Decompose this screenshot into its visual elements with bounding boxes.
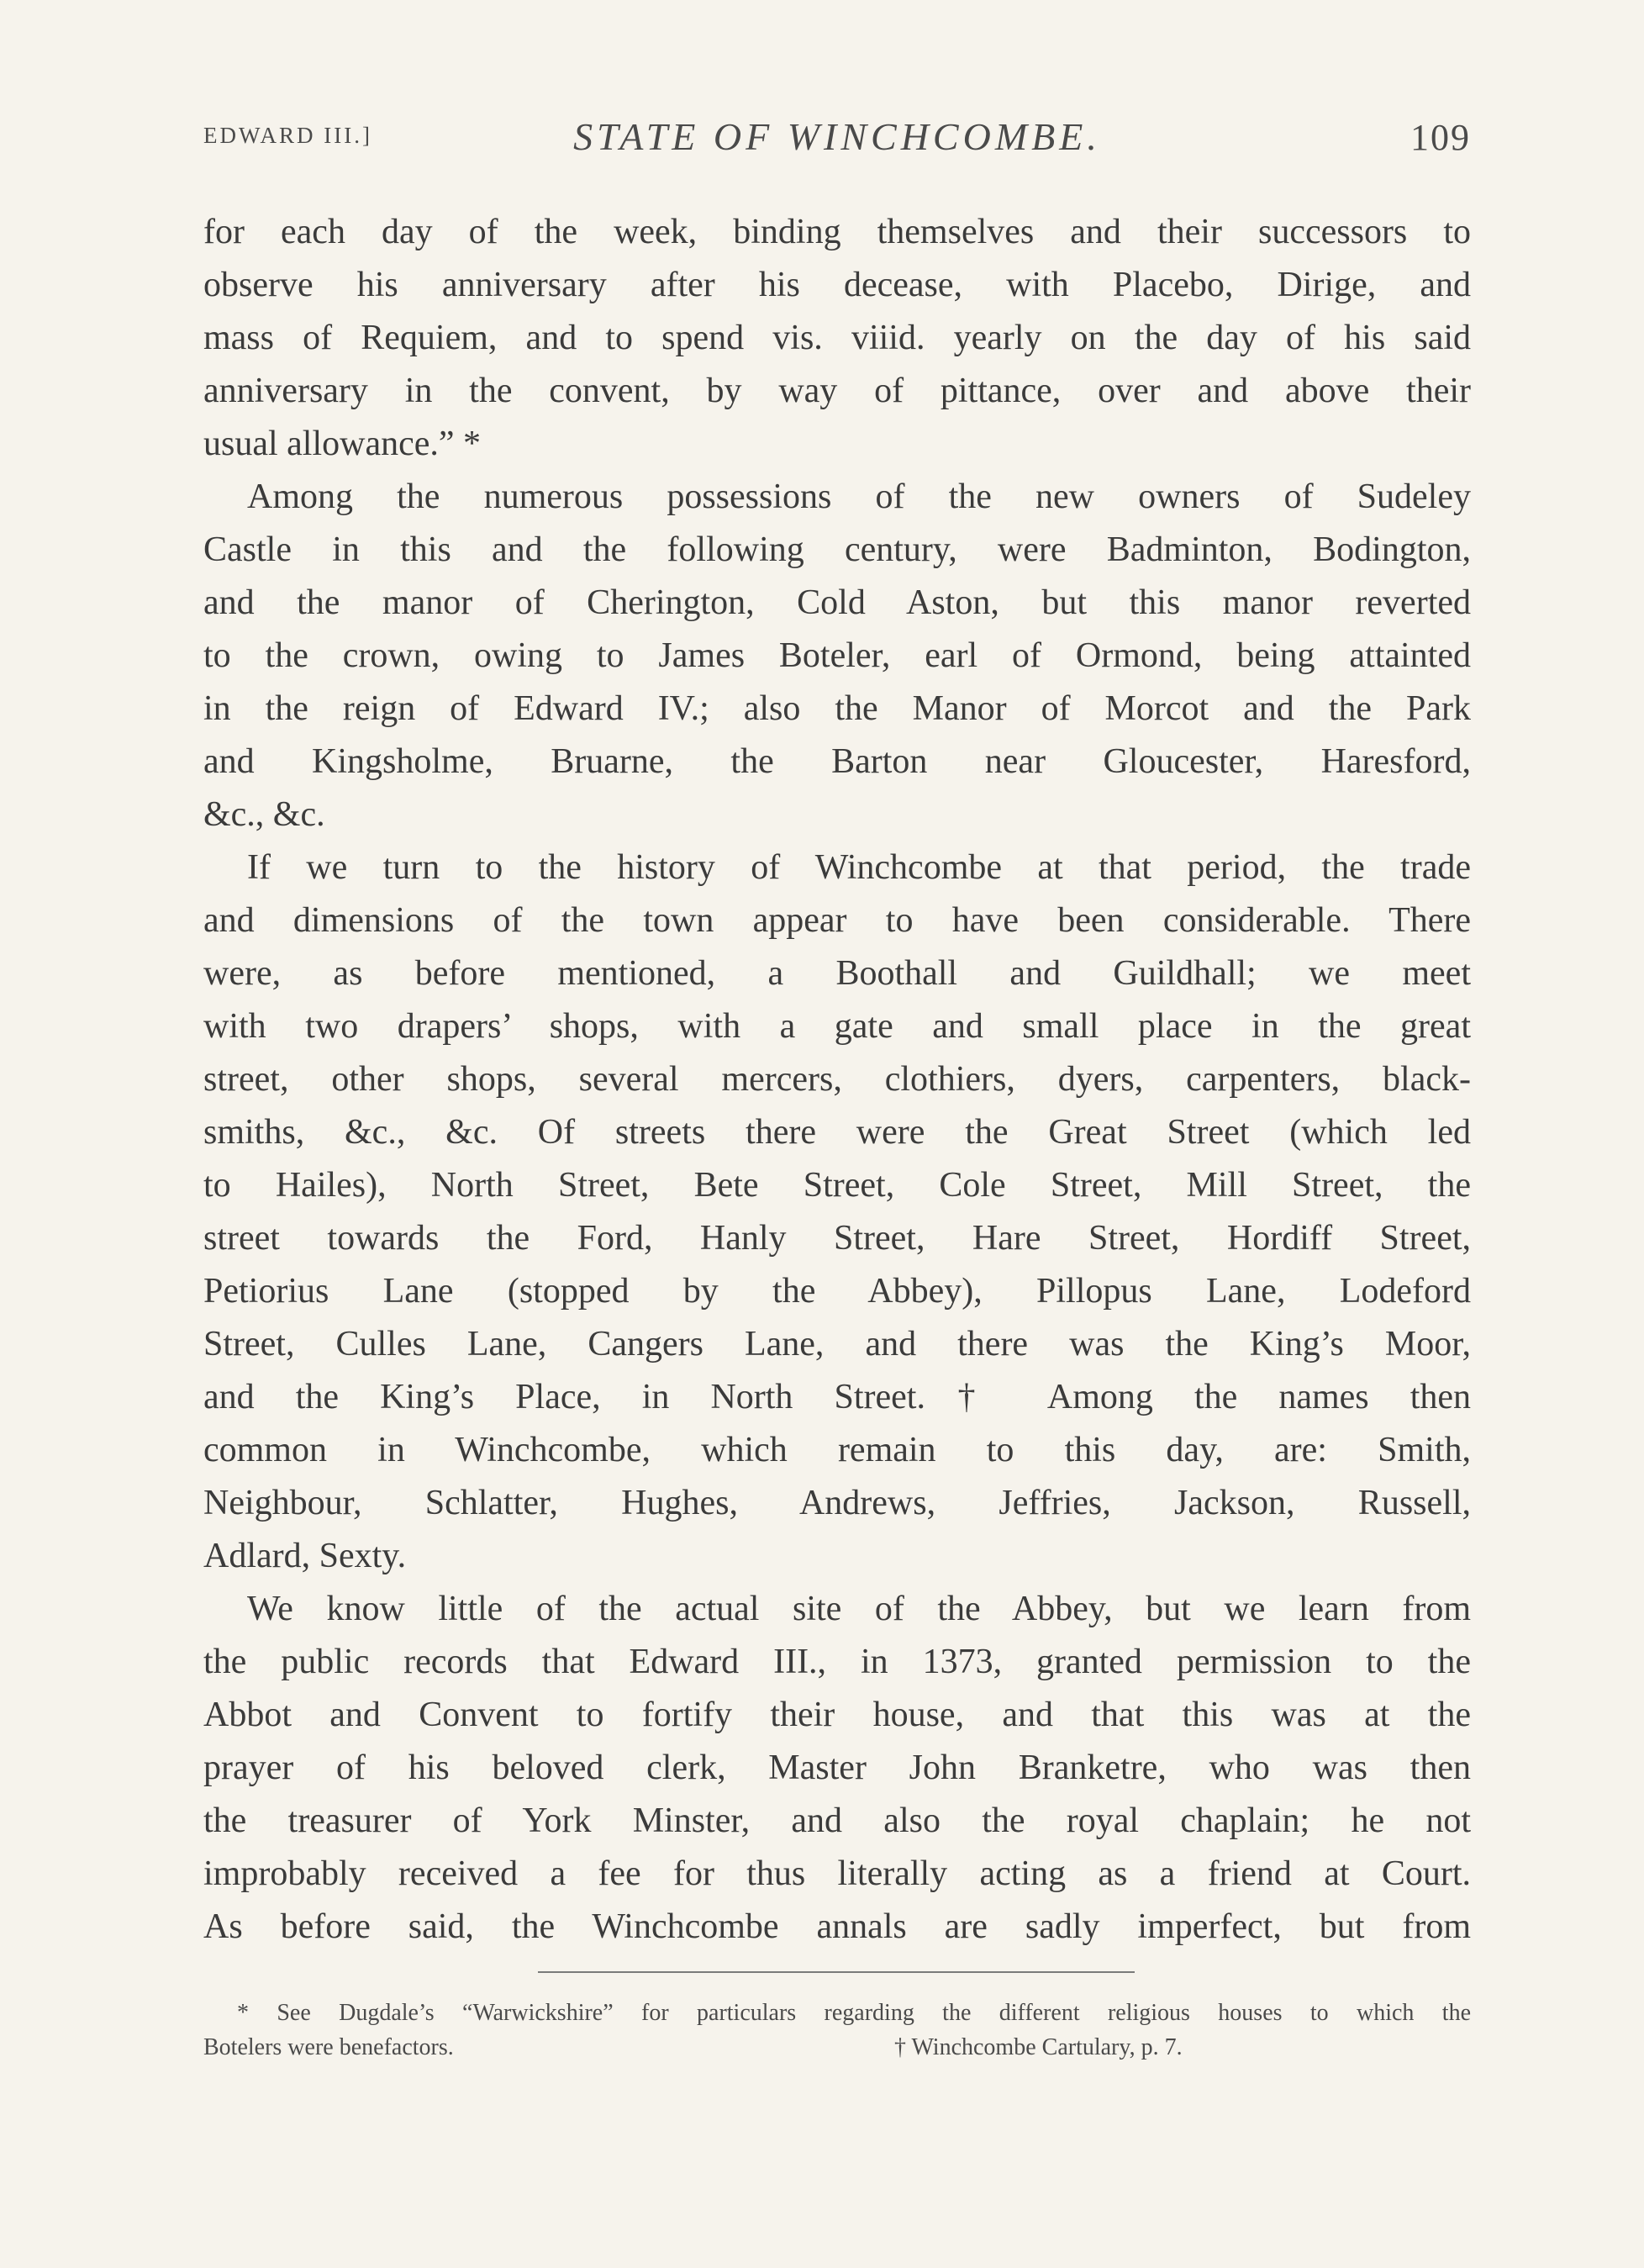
text-line: street towards the Ford, Hanly Street, Hare Street, Hordiff Street, [203,1219,1471,1258]
text-line: Neighbour, Schlatter, Hughes, Andrews, Jeffries, Jackson, Russell, [203,1484,1471,1522]
running-head [203,114,1471,165]
text-line: mass of Requiem, and to spend vis. viiid. yearly on the day of his said [203,319,1471,357]
text-line: anniversary in the convent, by way of pittance, over and above their [203,372,1471,410]
paragraph-first-line: Among the numerous possessions of the new owners of Sudeley [247,477,1471,516]
text-line: Adlard, Sexty. [203,1537,407,1575]
text-line: Petiorius Lane (stopped by the Abbey), Pillopus Lane, Lodeford [203,1272,1471,1311]
text-line: Street, Culles Lane, Cangers Lane, and there was the King’s Moor, [203,1325,1471,1363]
text-line: smiths, &c., &c. Of streets there were the Great Street (which led [203,1113,1471,1152]
text-line: the treasurer of York Minster, and also the royal chaplain; he not [203,1801,1471,1840]
text-line: Castle in this and the following century, were Badminton, Bodington, [203,530,1471,569]
footnote-rule [538,1971,1135,1973]
running-head-section: EDWARD III.] [203,123,372,148]
text-line: with two drapers’ shops, with a gate and small place in the great [203,1007,1471,1046]
page-number: 109 [1410,117,1471,158]
footnote-dugdale-continued: Botelers were benefactors. [203,2034,454,2060]
footnote-cartulary: † Winchcombe Cartulary, p. 7. [894,2034,1183,2060]
text-line: and Kingsholme, Bruarne, the Barton near Gloucester, Haresford, [203,742,1471,781]
text-line: and the King’s Place, in North Street.† Among the names then [203,1378,1471,1416]
text-line: &c., &c. [203,795,325,834]
text-line: in the reign of Edward IV.; also the Manor of Morcot and the Park [203,689,1471,728]
paragraph-first-line: If we turn to the history of Winchcombe at that period, the trade [247,848,1471,887]
text-line: street, other shops, several mercers, clothiers, dyers, carpenters, black- [203,1060,1471,1099]
footnotes [203,1996,1471,2065]
text-line: to Hailes), North Street, Bete Street, Cole Street, Mill Street, the [203,1166,1471,1205]
text-line: and dimensions of the town appear to have been considerable. There [203,901,1471,940]
text-line: usual allowance.” * [203,425,482,463]
running-head-title: STATE OF WINCHCOMBE. [573,115,1101,158]
text-line: observe his anniversary after his decease, with Placebo, Dirige, and [203,266,1471,304]
body-text [203,206,1471,1954]
footnote-dugdale: * See Dugdale’s “Warwickshire” for particulars regarding the different religious houses to which the [237,2000,1471,2026]
paragraph-first-line: We know little of the actual site of the Abbey, but we learn from [247,1590,1471,1628]
text-line: were, as before mentioned, a Boothall and Guildhall; we meet [203,954,1471,993]
text-line: and the manor of Cherington, Cold Aston, but this manor reverted [203,583,1471,622]
text-line: Abbot and Convent to fortify their house, and that this was at the [203,1696,1471,1734]
footnote-second-line [203,2030,1471,2065]
text-line: to the crown, owing to James Boteler, earl of Ormond, being attainted [203,636,1471,675]
text-line: prayer of his beloved clerk, Master John Branketre, who was then [203,1748,1471,1787]
text-line: the public records that Edward III., in 1373, granted permission to the [203,1643,1471,1681]
text-line: improbably received a fee for thus literally acting as a friend at Court. [203,1854,1471,1893]
text-line: common in Winchcombe, which remain to this day, are: Smith, [203,1431,1471,1469]
text-line: As before said, the Winchcombe annals are sadly imperfect, but from [203,1907,1471,1946]
text-line: for each day of the week, binding themselves and their successors to [203,213,1471,251]
